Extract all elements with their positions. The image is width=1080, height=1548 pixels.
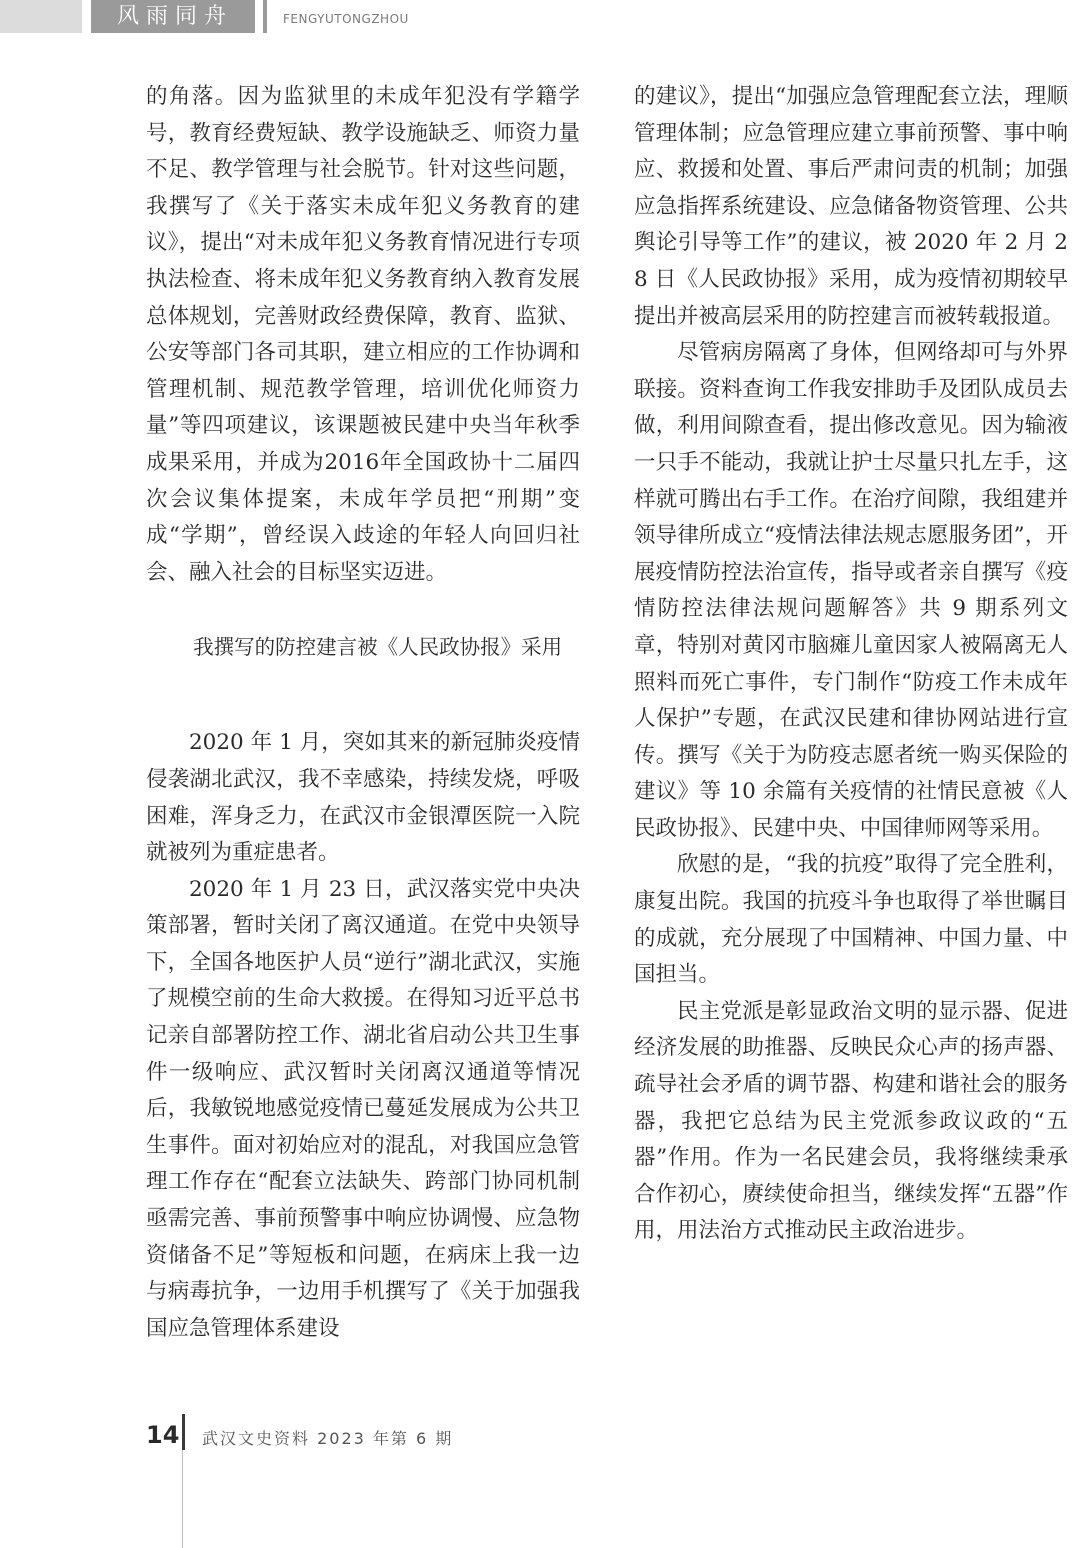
header-gray-block — [0, 0, 82, 33]
header-divider — [263, 0, 267, 33]
journal-name: 武汉文史资料 2023 年第 6 期 — [202, 1429, 454, 1448]
right-paragraph-2: 尽管病房隔离了身体，但网络却可与外界联接。资料查询工作我安排助手及团队成员去做，利用间隙查看，提出修改意见。因为输液一只手不能动，我就让护士尽量只扎左手，这样就可腾出右手工作。在治疗间隙，我组建并领导律所成立“疫情法律法规志愿服务团”，开展疫情防控法治宣传，指导或者亲自撰写《疫情防控法律法规问题解答》共 9 期系列文章，特别对黄冈市脑瘫儿童因家人被隔离无人照料而死亡事件，专门制作“防疫工作未成年人保护”专题，在武汉民建和律协网站进行宣传。撰写《关于为防疫志愿者统一购买保险的建议》等 10 余篇有关疫情的社情民意被《人民政协报》、民建中央、中国律师网等采用。 — [634, 340, 1068, 841]
right-paragraph-4: 民主党派是彰显政治文明的显示器、促进经济发展的助推器、反映民众心声的扬声器、疏导社会矛盾的调节器、构建和谐社会的服务器，我把它总结为民主党派参政议政的“五器”作用。作为一名民建会员，我将继续秉承合作初心，赓续使命担当，继续发挥“五器”作用，用法治方式推动民主政治进步。 — [634, 998, 1068, 1244]
footer-vertical-line — [182, 1450, 183, 1548]
section-pinyin: FENGYUTONGZHOU — [283, 12, 409, 26]
left-column — [146, 79, 580, 1347]
page-number: 14 — [146, 1421, 180, 1449]
left-paragraph-2: 2020 年 1 月，突如其来的新冠肺炎疫情侵袭湖北武汉，我不幸感染，持续发烧，呼吸困难，浑身乏力，在武汉市金银潭医院一入院就被列为重症患者。 — [146, 730, 580, 866]
footer-divider — [182, 1414, 185, 1450]
left-paragraph-3: 2020 年 1 月 23 日，武汉落实党中央决策部署，暂时关闭了离汉通道。在党中央领导下，全国各地医护人员“逆行”湖北武汉，实施了规模空前的生命大救援。在得知习近平总书记亲自部署防控工作、湖北省启动公共卫生事件一级响应、武汉暂时关闭离汉通道等情况后，我敏锐地感觉疫情已蔓延发展成为公共卫生事件。面对初始应对的混乱，对我国应急管理工作存在“配套立法缺失、跨部门协同机制亟需完善、事前预警事中响应协调慢、应急物资储备不足”等短板和问题，在病床上我一边与病毒抗争，一边用手机撰写了《关于加强我国应急管理体系建设 — [146, 876, 580, 1341]
left-paragraph-1: 的角落。因为监狱里的未成年犯没有学籍学号，教育经费短缺、教学设施缺乏、师资力量不足、教学管理与社会脱节。针对这些问题，我撰写了《关于落实未成年犯义务教育的建议》，提出“对未成年犯义务教育情况进行专项执法检查、将未成年犯义务教育纳入教育发展总体规划，完善财政经费保障，教育、监狱、公安等部门各司其职，建立相应的工作协调和管理机制、规范教学管理，培训优化师资力量”等四项建议，该课题被民建中央当年秋季成果采用，并成为2016年全国政协十二届四次会议集体提案，未成年学员把“刑期”变成“学期”，曾经误入歧途的年轻人向回归社会、融入社会的目标坚实迈进。 — [146, 84, 580, 585]
right-paragraph-1: 的建议》，提出“加强应急管理配套立法，理顺管理体制；应急管理应建立事前预警、事中响应、救援和处置、事后严肃问责的机制；加强应急指挥系统建设、应急储备物资管理、公共舆论引导等工作”的建议，被 2020 年 2 月 28 日《人民政协报》采用，成为疫情初期较早提出并被高层采用的防控建言而被转载报道。 — [634, 84, 1068, 329]
section-heading: 我撰写的防控建言被《人民政协报》采用 — [193, 635, 563, 660]
right-paragraph-3: 欣慰的是，“我的抗疫”取得了完全胜利，康复出院。我国的抗疫斗争也取得了举世瞩目的成就，充分展现了中国精神、中国力量、中国担当。 — [634, 852, 1068, 988]
section-title: 风雨同舟 — [91, 0, 255, 33]
page-header — [0, 0, 1080, 34]
right-column — [634, 79, 1068, 1250]
